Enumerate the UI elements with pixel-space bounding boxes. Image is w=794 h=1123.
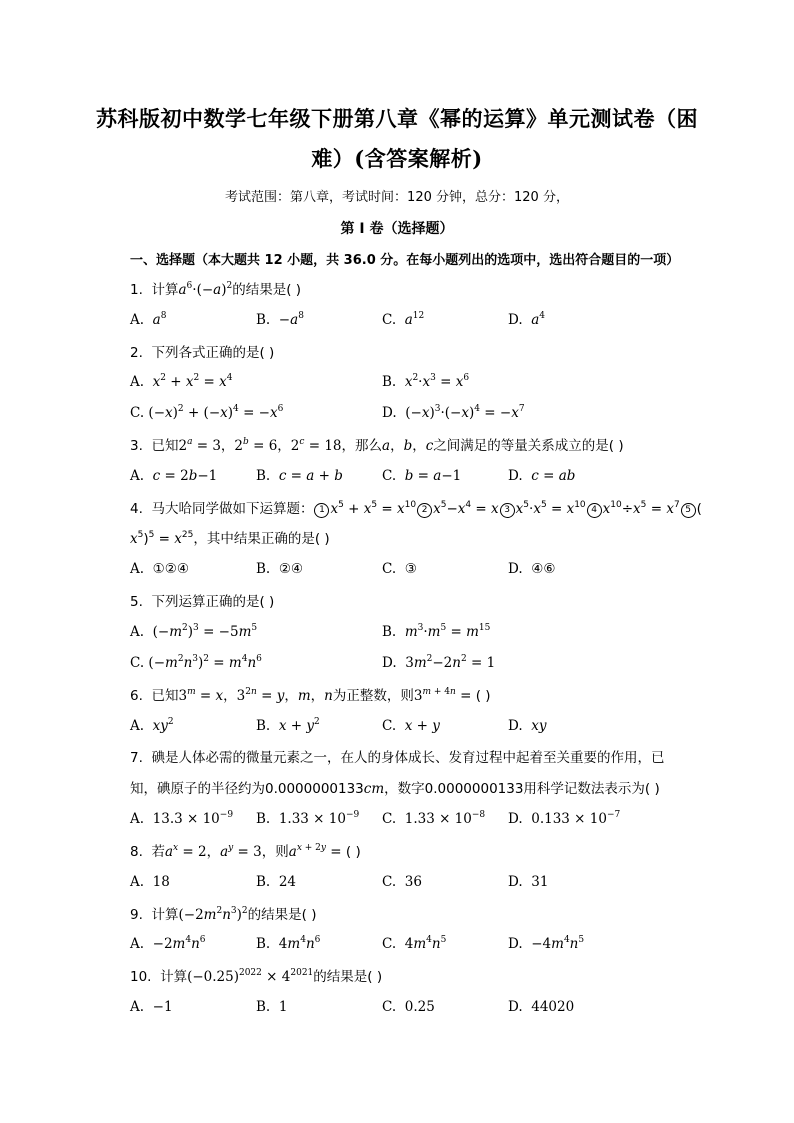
option-b[interactable]: B. $4m^4n^6$ [256,935,321,952]
question-text: ，则 [261,844,289,860]
question-number: 7. [130,750,143,766]
question-4: 4. 马大哈同学做如下运算题： 1 $x^5 + x^5 = x^{10}$ 2 $x^5-x^4 = x$ 3 $x^5\cdot x^5 = x^{10}$ 4 $x^{10}\div x^5 = x^7$ 5 ( [130,500,702,517]
question-number: 10. [130,969,152,985]
option-d[interactable]: D. $a^4$ [508,311,546,328]
question-text: 若 [151,844,165,860]
question-text: 碘是人体必需的微量元素之一，在人的身体成长、发育过程中起着至关重要的作用，已知，碘原子的半径约为0.0000000133 [130,750,665,797]
question-text: 计算 [160,969,188,985]
option-b[interactable]: B. $-a^8$ [256,311,304,328]
option-c[interactable]: C. b = a−1 [382,468,462,484]
question-text: ，那么 [341,438,382,454]
question-text: 计算 [151,907,179,923]
option-a[interactable]: A. $(-m^2)^3 = -5m^5$ [130,623,258,640]
option-a[interactable]: A. $x^2 + x^2 = x^4$ [130,373,233,390]
question-text: ( ) [475,688,491,704]
option-d[interactable]: D. c = ab [508,468,576,484]
option-d[interactable]: D. ④⑥ [508,561,556,577]
question-text: 已知 [151,438,179,454]
question-8: 8. 若$a^x = 2$，$a^y = 3$，则$a^{x + 2y}$ = ( ) [130,843,361,860]
question-text: 下列运算正确的是( ) [151,594,275,610]
option-b[interactable]: B. 24 [256,874,296,890]
option-d[interactable]: D. xy [508,718,547,734]
section-heading: 一、选择题（本大题共 12 小题，共 36.0 分。在每小题列出的选项中，选出符合题目的一项） [130,253,680,268]
option-b[interactable]: B. c = a + b [256,468,343,484]
option-c[interactable]: C. $1.33 \times 10^{-8}$ [382,810,486,827]
question-text: ，其中结果正确的是( ) [193,531,330,547]
doc-title-line1: 苏科版初中数学七年级下册第八章《幂的运算》单元测试卷（困 [96,106,698,131]
option-d[interactable]: D. $-4m^4n^5$ [508,935,585,952]
question-number: 1. [130,282,143,298]
option-b[interactable]: B. ②④ [256,561,304,577]
option-c[interactable]: C. $(-x)^2 + (-x)^4 = -x^6$ [130,404,284,421]
question-9: 9. 计算$(-2m^2n^3)^2$的结果是( ) [130,906,317,923]
option-a[interactable]: A. $xy^2$ [130,717,174,734]
option-c[interactable]: C. ③ [382,561,417,577]
question-number: 3. [130,438,143,454]
doc-title-line2: 难）(含答案解析) [311,146,483,171]
question-text: 为正整数，则 [332,688,414,704]
question-text: 马大哈同学做如下运算题： [151,501,314,517]
question-number: 8. [130,844,143,860]
option-a[interactable]: A. $-2m^4n^6$ [130,935,206,952]
option-b[interactable]: B. $1.33 \times 10^{-9}$ [256,810,360,827]
option-d[interactable]: D. 44020 [508,999,575,1015]
question-text: 下列各式正确的是( ) [151,345,275,361]
option-d[interactable]: D. $3m^2-2n^2 = 1$ [382,654,496,671]
option-a[interactable]: A. $13.3 \times 10^{-9}$ [130,810,234,827]
question-text: 之间满足的等量关系成立的是( ) [433,438,624,454]
option-d[interactable]: D. $(-x)^3\cdot(-x)^4 = -x^7$ [382,404,525,421]
option-a[interactable]: A. 18 [130,874,170,890]
option-c[interactable]: C. 0.25 [382,999,435,1015]
option-a[interactable]: A. $a^8$ [130,311,167,328]
option-d[interactable]: D. $0.133 \times 10^{-7}$ [508,810,621,827]
option-a[interactable]: A. ①②④ [130,561,189,577]
question-number: 5. [130,594,143,610]
question-number: 2. [130,345,143,361]
option-d[interactable]: D. 31 [508,874,549,890]
part-heading: 第 I 卷（选择题） [340,221,454,237]
option-b[interactable]: B. $m^3\cdot m^5 = m^{15}$ [382,623,491,640]
question-number: 4. [130,501,143,517]
question-3: 3. 已知$2^a = 3$，$2^b = 6$，$2^c = 18$，那么a，b，c之间满足的等量关系成立的是( ) [130,437,624,454]
question-number: 6. [130,688,143,704]
option-a[interactable]: A. c = 2b−1 [130,468,218,484]
option-c[interactable]: C. $4m^4n^5$ [382,935,447,952]
question-text: 的结果是( ) [247,907,317,923]
question-10: 10. 计算$(-0.25)^{2022} \times 4^{2021}$的结果是( ) [130,968,383,985]
option-b[interactable]: B. $x + y^2$ [256,717,320,734]
question-text: ，数字0.0000000133用科学记数法表示为( ) [384,781,660,797]
option-c[interactable]: C. $(-m^2n^3)^2 = m^4n^6$ [130,654,262,671]
question-text: 的结果是( ) [313,969,383,985]
option-b[interactable]: B. $x^2\cdot x^3 = x^6$ [382,373,470,390]
option-a[interactable]: A. −1 [130,999,173,1015]
question-text: 计算 [151,282,179,298]
question-text: 的结果是( ) [232,282,302,298]
question-text: ( ) [345,844,361,860]
exam-info: 考试范围：第八章，考试时间：120 分钟，总分：120 分， [225,190,569,205]
question-5 [130,592,690,612]
question-4-cont: $x^5)^5 = x^{25}$，其中结果正确的是( ) [130,530,330,547]
question-7: 7. 碘是人体必需的微量元素之一，在人的身体成长、发育过程中起着至关重要的作用，已知，碘原子的半径约为0.0000000133cm，数字0.0000000133用科学记数法表示为( ) [130,750,665,797]
option-b[interactable]: B. 1 [256,999,288,1015]
option-c[interactable]: C. x + y [382,718,440,734]
question-number: 9. [130,907,143,923]
question-text: 已知 [151,688,179,704]
question-1: 1. 计算$a^6\cdot(-a)^2$的结果是( ) [130,281,302,298]
option-c[interactable]: C. $a^{12}$ [382,311,425,328]
option-c[interactable]: C. 36 [382,874,422,890]
question-2 [130,343,690,363]
question-6: 6. 已知$3^m = x$，$3^{2n} = y$，m，n为正整数，则$3^{m + 4n}$ = ( ) [130,687,491,704]
